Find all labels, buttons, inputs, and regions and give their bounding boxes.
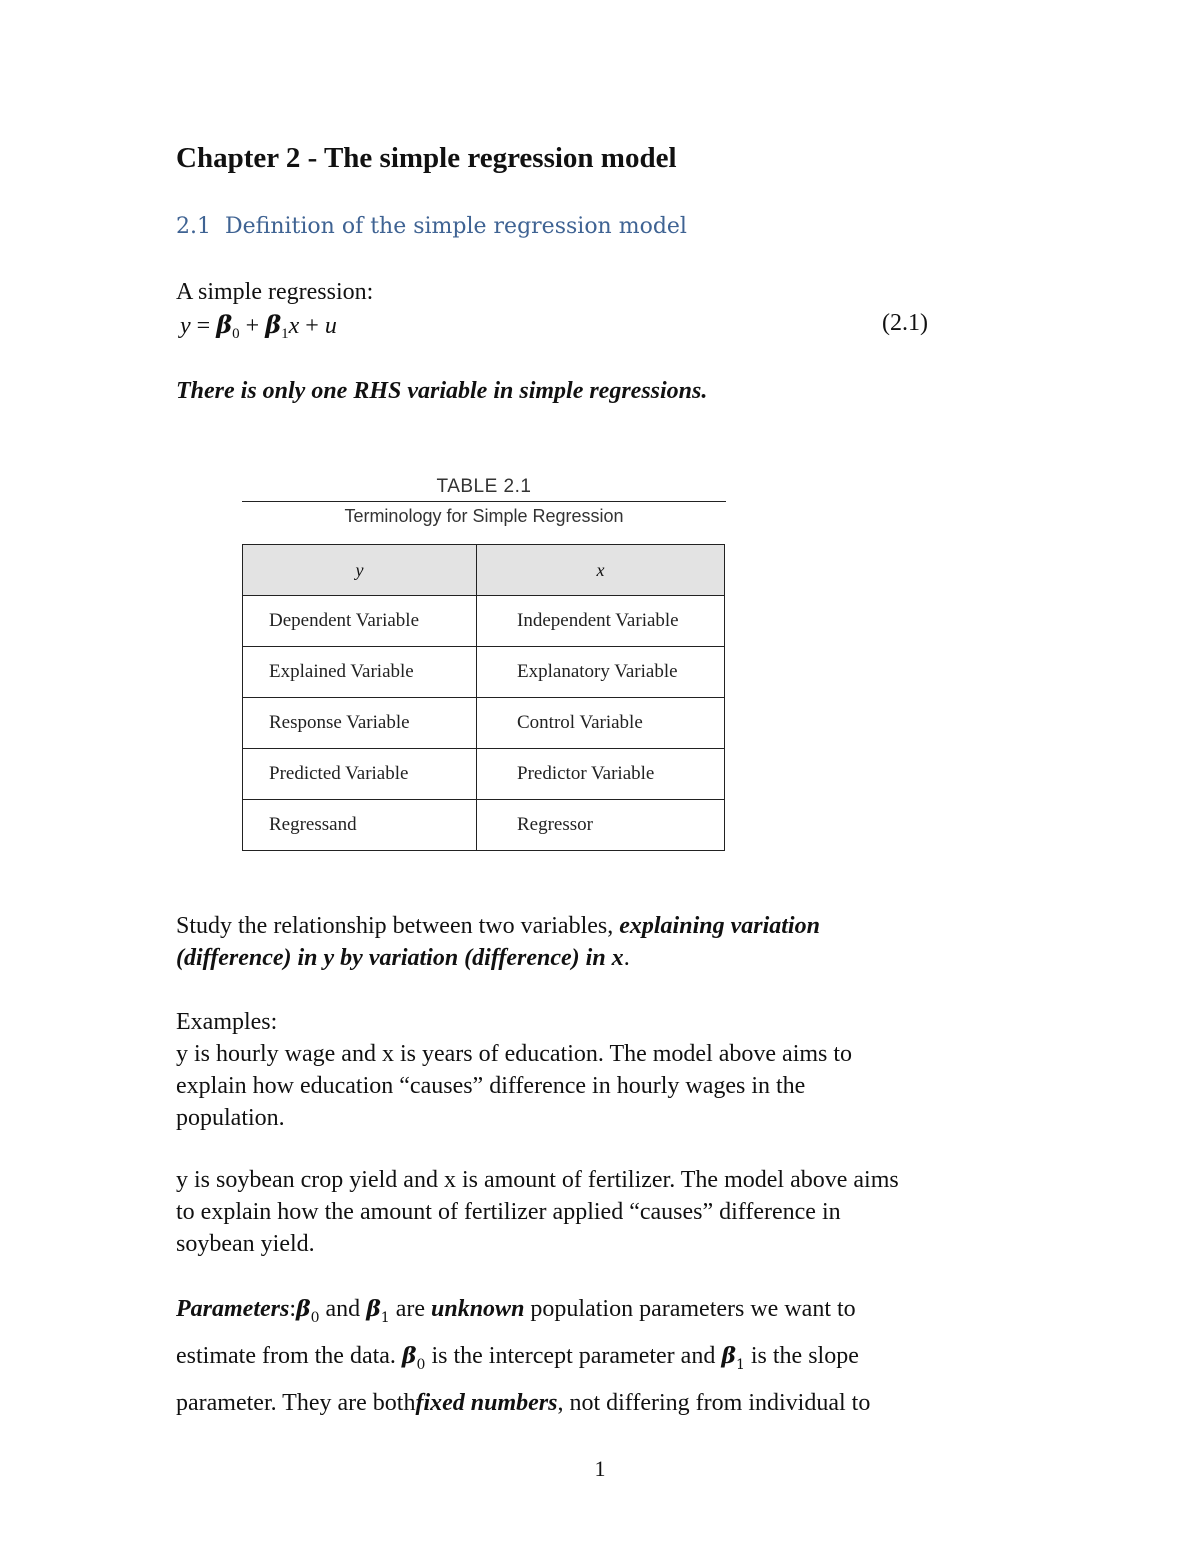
example-line: explain how education “causes” difference in hourly wages in the	[176, 1073, 806, 1099]
eq-x: x	[288, 313, 300, 339]
unknown-emphasis: unknown	[431, 1296, 525, 1322]
table-caption: TABLE 2.1	[436, 476, 532, 497]
intro-text: A simple regression:	[176, 279, 374, 305]
table-cell: Predictor Variable	[477, 749, 725, 800]
eq-plus: +	[245, 313, 260, 339]
terminology-table	[242, 544, 725, 851]
example-line: population.	[176, 1105, 285, 1131]
table-cell: Regressor	[477, 800, 725, 851]
beta0-symbol: $\beta_0$	[401, 1343, 426, 1373]
colon: :	[289, 1296, 296, 1322]
example-line: y is hourly wage and x is years of education. The model above aims to	[176, 1041, 853, 1067]
parameters-text: , not differing from individual to	[557, 1390, 871, 1416]
eq-sub0: 0	[232, 326, 240, 342]
study-emphasis: explaining variation	[619, 913, 820, 939]
example-line: y is soybean crop yield and x is amount of fertilizer. The model above aims	[176, 1167, 899, 1193]
table-row	[243, 647, 725, 698]
study-text: .	[623, 945, 630, 971]
parameters-label: Parameters	[176, 1296, 290, 1322]
beta1-symbol: $\beta_1$	[721, 1343, 745, 1373]
table-caption-rule	[242, 501, 726, 502]
emphasis-statement: There is only one RHS variable in simple regressions.	[176, 378, 708, 404]
examples-label: Examples:	[176, 1009, 278, 1035]
eq-beta0: β	[216, 310, 233, 339]
and-text: and	[319, 1296, 367, 1322]
table-header-y: y	[243, 545, 477, 596]
beta0-symbol: $\beta_0$	[296, 1296, 320, 1326]
parameters-text: estimate from the data.	[176, 1343, 402, 1369]
section-title: Definition of the simple regression model	[225, 214, 687, 239]
table-cell: Explained Variable	[243, 647, 477, 698]
example-paragraph-1	[176, 1038, 852, 1134]
eq-u: u	[324, 313, 337, 339]
eq-equals: =	[196, 313, 211, 339]
eq-y: y	[180, 313, 191, 339]
eq-sub1: 1	[281, 326, 289, 342]
table-row	[243, 749, 725, 800]
section-number: 2.1	[176, 214, 211, 239]
eq-plus: +	[305, 313, 319, 339]
study-text: Study the relationship between two variables,	[176, 913, 620, 939]
table-cell: Independent Variable	[477, 596, 725, 647]
table-header-row	[243, 545, 725, 596]
page-number: 1	[594, 1456, 606, 1481]
parameters-text: parameter. They are both	[176, 1390, 416, 1416]
eq-beta1: β	[265, 310, 282, 339]
table-cell: Control Variable	[477, 698, 725, 749]
section-heading	[176, 214, 687, 239]
parameters-text: is the slope	[744, 1343, 859, 1369]
parameters-text: population parameters we want to	[524, 1296, 856, 1322]
beta1-symbol: $\beta_1$	[366, 1296, 390, 1326]
table-row	[243, 800, 725, 851]
table-row	[243, 698, 725, 749]
chapter-title: Chapter 2 - The simple regression model	[176, 142, 677, 174]
are-text: are	[389, 1296, 432, 1322]
table-header-x: x	[477, 545, 725, 596]
table-cell: Response Variable	[243, 698, 477, 749]
parameters-text: is the intercept parameter and	[425, 1343, 722, 1369]
table-subcaption: Terminology for Simple Regression	[344, 506, 624, 526]
table-cell: Regressand	[243, 800, 477, 851]
study-paragraph	[176, 910, 820, 974]
table-cell: Explanatory Variable	[477, 647, 725, 698]
fixed-numbers-emphasis: fixed numbers	[415, 1390, 558, 1416]
table-cell: Dependent Variable	[243, 596, 477, 647]
example-line: to explain how the amount of fertilizer applied “causes” difference in	[176, 1199, 841, 1225]
table-row	[243, 596, 725, 647]
example-paragraph-2	[176, 1164, 899, 1260]
regression-equation	[180, 310, 337, 343]
study-emphasis: (difference) in y by variation (difference) in x	[176, 945, 624, 971]
table-cell: Predicted Variable	[243, 749, 477, 800]
example-line: soybean yield.	[176, 1231, 315, 1257]
parameters-paragraph	[176, 1290, 870, 1422]
equation-number: (2.1)	[882, 310, 928, 336]
